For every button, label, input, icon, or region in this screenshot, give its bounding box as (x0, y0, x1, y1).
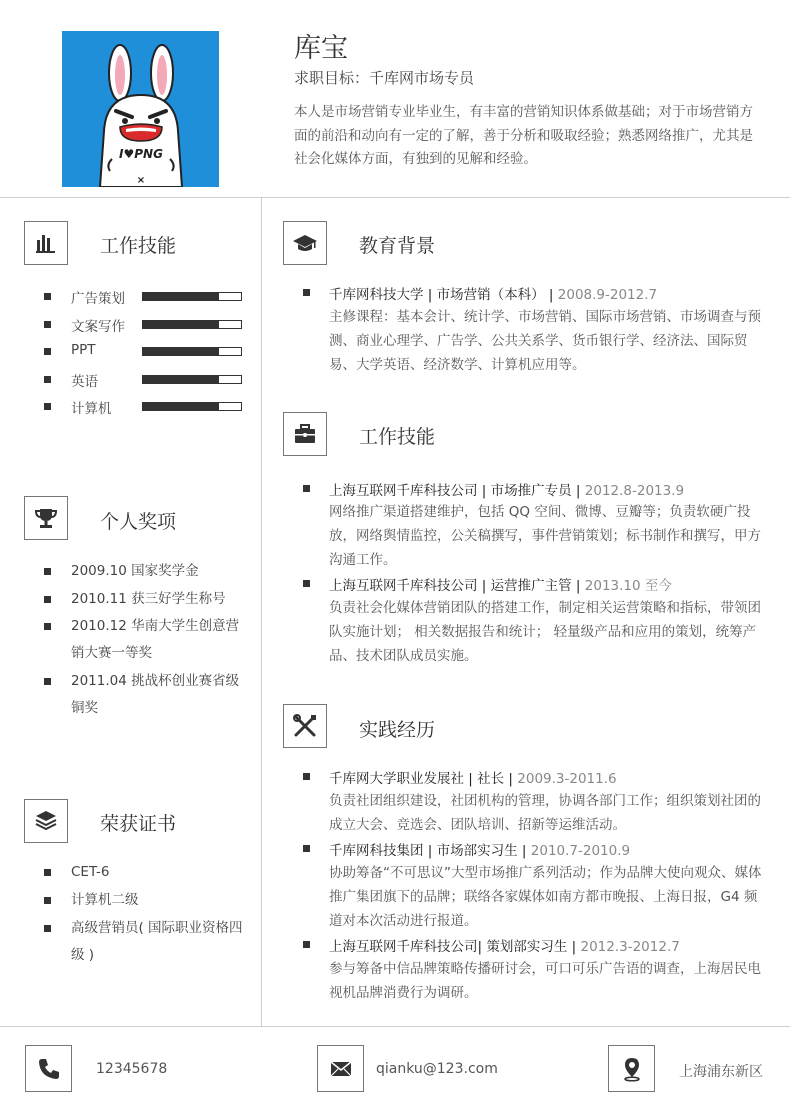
award-item: 2011.04 挑战杯创业赛省级铜奖 (71, 673, 240, 716)
practice-entry-head (329, 935, 680, 955)
award-item: 2010.12 华南大学生创意营销大赛一等奖 (71, 618, 240, 661)
list-bullet (44, 293, 51, 300)
work-entry-desc: 负责社会化媒体营销团队的搭建工作，制定相关运营策略和指标，带领团队实施计划； 相关数据报告和统计； 轻量级产品和应用的策划，统筹产品、技术团队成员实施。 (329, 600, 761, 664)
entry-date: 2010.7-2010.9 (530, 843, 631, 859)
envelope-icon (317, 1045, 364, 1092)
photo-caption: I♥PNG (119, 147, 163, 161)
list-bullet (303, 485, 310, 492)
award-item: 2009.10 国家奖学金 (71, 563, 199, 579)
list-bullet (44, 869, 51, 876)
location-pin-icon (608, 1045, 655, 1092)
list-bullet (44, 348, 51, 355)
work-entry-desc: 网络推广渠道搭建维护，包括 QQ 空间、微博、豆瓣等；负责软硬广投放，网络舆情监控，公关稿撰写，事件营销策划；标书制作和撰写，甲方沟通工作。 (329, 504, 761, 568)
skill-bar (142, 292, 242, 301)
phone-number[interactable]: 12345678 (96, 1061, 168, 1077)
skill-label: 广告策划 (71, 291, 125, 307)
entry-date: 2013.10 至今 (584, 578, 672, 594)
list-bullet (303, 773, 310, 780)
practice-entry-desc: 负责社团组织建设，社团机构的管理，协调各部门工作；组织策划社团的成立大会、竞选会、团队培训、招新等运维活动。 (329, 793, 761, 833)
bar-chart-icon (24, 221, 68, 265)
column-divider (261, 197, 262, 1026)
list-bullet (44, 403, 51, 410)
skill-label: 计算机 (71, 401, 112, 417)
candidate-name: 库宝 (294, 33, 348, 64)
work-section-title: 工作技能 (359, 426, 436, 448)
skill-bar (142, 402, 242, 411)
entry-date: 2012.8-2013.9 (584, 483, 685, 499)
header-divider (0, 197, 790, 198)
skill-bar (142, 375, 242, 384)
skill-bar (142, 320, 242, 329)
awards-section-title: 个人奖项 (100, 511, 177, 533)
entry-title: 千库网大学职业发展社 | 社长 | (329, 771, 518, 787)
skill-label: 英语 (71, 374, 98, 390)
layers-icon (24, 799, 68, 843)
entry-title: 上海互联网千库科技公司| 策划部实习生 | (329, 939, 581, 955)
list-bullet (303, 845, 310, 852)
self-introduction: 本人是市场营销专业毕业生，有丰富的营销知识体系做基础；对于市场营销方面的前沿和动向有一定的了解，善于分析和吸取经验；熟悉网络推广，尤其是社会化媒体方面，有独到的见解和经验。 (294, 104, 753, 167)
list-bullet (303, 580, 310, 587)
practice-entry-desc: 参与筹备中信品牌策略传播研讨会，可口可乐广告语的调查，上海居民电视机品牌消费行为调研。 (329, 961, 761, 1001)
entry-date: 2009.3-2011.6 (517, 771, 617, 787)
phone-icon (25, 1045, 72, 1092)
practice-section-title: 实践经历 (359, 719, 436, 741)
cert-item: 高级营销员( 国际职业资格四级 ) (71, 920, 243, 963)
entry-title: 千库网科技大学 | 市场营销（本科） | (329, 287, 558, 303)
list-bullet (44, 568, 51, 575)
briefcase-icon (283, 412, 327, 456)
avatar (62, 31, 219, 187)
footer-divider (0, 1026, 790, 1027)
entry-title: 上海互联网千库科技公司 | 运营推广主管 | (329, 578, 585, 594)
cert-item: CET-6 (71, 864, 110, 880)
list-bullet (303, 941, 310, 948)
job-objective: 求职目标：千库网市场专员 (294, 69, 475, 87)
list-bullet (44, 925, 51, 932)
entry-title: 上海互联网千库科技公司 | 市场推广专员 | (329, 483, 585, 499)
cert-item: 计算机二级 (71, 892, 139, 908)
list-bullet (44, 596, 51, 603)
bunny-illustration (62, 31, 219, 187)
practice-entry-head (329, 767, 617, 787)
education-section-title: 教育背景 (359, 235, 436, 257)
certs-section-title: 荣获证书 (100, 813, 177, 835)
address: 上海浦东新区 (679, 1064, 763, 1080)
trophy-icon (24, 496, 68, 540)
photo-mark: × (136, 175, 146, 186)
graduation-cap-icon (283, 221, 327, 265)
list-bullet (303, 289, 310, 296)
skill-bar (142, 347, 242, 356)
skill-label: 文案写作 (71, 319, 125, 335)
email-address[interactable]: qianku@123.com (376, 1061, 498, 1077)
tools-icon (283, 704, 327, 748)
skill-label: PPT (71, 342, 96, 358)
education-entry-desc: 主修课程：基本会计、统计学、市场营销、国际市场营销、市场调查与预测、商业心理学、广告学、公共关系学、货币银行学、经济法、国际贸易、大学英语、经济数学、计算机应用等。 (329, 309, 761, 373)
entry-date: 2012.3-2012.7 (580, 939, 680, 955)
entry-date: 2008.9-2012.7 (557, 287, 658, 303)
practice-entry-head (329, 839, 630, 859)
list-bullet (44, 678, 51, 685)
list-bullet (44, 376, 51, 383)
work-entry-head (329, 479, 684, 499)
list-bullet (44, 623, 51, 630)
work-entry-head (329, 574, 672, 594)
skills-section-title: 工作技能 (100, 235, 177, 257)
list-bullet (44, 897, 51, 904)
entry-title: 千库网科技集团 | 市场部实习生 | (329, 843, 531, 859)
education-entry-head (329, 283, 657, 303)
award-item: 2010.11 获三好学生称号 (71, 591, 226, 607)
list-bullet (44, 321, 51, 328)
practice-entry-desc: 协助筹备“不可思议”大型市场推广系列活动；作为品牌大使向观众、媒体推广集团旗下的品牌；联络各家媒体如南方都市晚报、上海日报，G4 频道对本次活动进行报道。 (329, 865, 762, 929)
